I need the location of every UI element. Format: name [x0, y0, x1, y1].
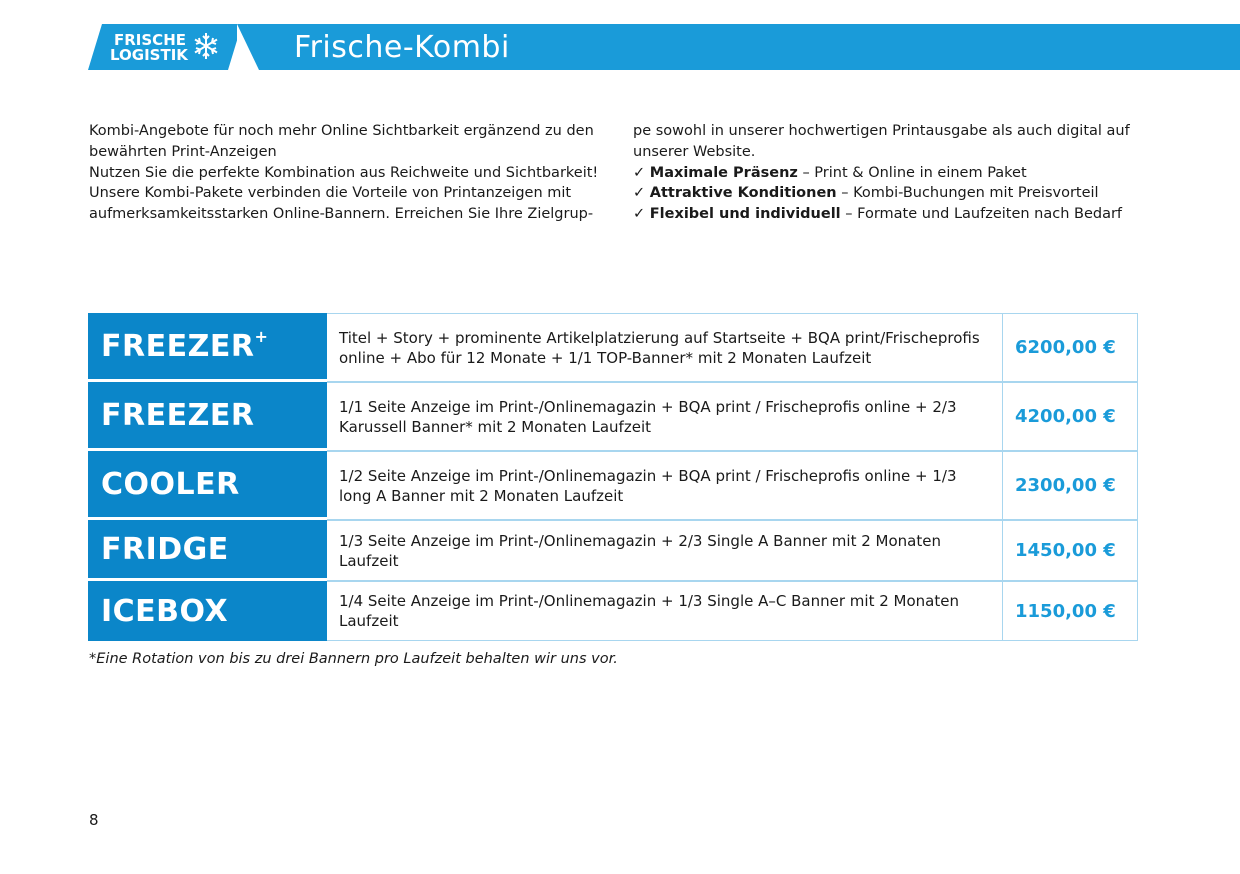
- bullet-text: – Formate und Laufzeiten nach Bedarf: [840, 206, 1123, 223]
- package-description: 1/4 Seite Anzeige im Print-/Onlinemagazin + 1/3 Single A–C Banner mit 2 Monaten Laufzeit: [327, 581, 1003, 641]
- bullet-item: [633, 204, 1153, 225]
- bullet-item: [633, 183, 1153, 204]
- page-number: 8: [89, 811, 99, 829]
- package-price: 4200,00 €: [1003, 382, 1138, 451]
- page-title: Frische-Kombi: [294, 30, 510, 65]
- check-icon: ✓: [633, 185, 646, 202]
- bullet-strong: Maximale Präsenz: [649, 164, 798, 181]
- package-name-text: FREEZER: [101, 397, 255, 433]
- package-description: Titel + Story + prominente Artikelplatzierung auf Startseite + BQA print/Frischeprofis online + Abo für 12 Monate + 1/1 TOP-Banner* mit 2 Monaten Laufzeit: [327, 313, 1003, 382]
- package-price: 1150,00 €: [1003, 581, 1138, 641]
- table-row: [88, 451, 1138, 520]
- package-name-text: ICEBOX: [101, 593, 229, 629]
- check-icon: ✓: [633, 164, 646, 181]
- logo-line2: LOGISTIK: [110, 46, 188, 64]
- bullet-strong: Attraktive Konditionen: [649, 185, 837, 202]
- package-price: 6200,00 €: [1003, 313, 1138, 382]
- check-icon: ✓: [633, 206, 646, 223]
- package-description: 1/3 Seite Anzeige im Print-/Onlinemagazin + 2/3 Single A Banner mit 2 Monaten Laufzeit: [327, 520, 1003, 581]
- package-description: 1/2 Seite Anzeige im Print-/Onlinemagazin + BQA print / Frischeprofis online + 1/3 long A Banner mit 2 Monaten Laufzeit: [327, 451, 1003, 520]
- bullet-strong: Flexibel und individuell: [649, 206, 841, 223]
- package-name: [88, 382, 327, 451]
- intro-column-1: [89, 121, 609, 225]
- package-price: 1450,00 €: [1003, 520, 1138, 581]
- table-row: [88, 520, 1138, 581]
- package-description: 1/1 Seite Anzeige im Print-/Onlinemagazin + BQA print / Frischeprofis online + 2/3 Karussell Banner* mit 2 Monaten Laufzeit: [327, 382, 1003, 451]
- package-price: 2300,00 €: [1003, 451, 1138, 520]
- package-name-text: FRIDGE: [101, 531, 229, 567]
- packages-table: [88, 313, 1138, 641]
- package-name: [88, 581, 327, 641]
- intro-paragraph: Kombi-Angebote für noch mehr Online Sichtbarkeit ergänzend zu den bewährten Print-Anzeigen: [89, 123, 594, 160]
- package-superscript: +: [254, 326, 269, 346]
- intro-paragraph: Nutzen Sie die perfekte Kombination aus Reichweite und Sichtbarkeit! Unsere Kombi-Pakete verbinden die Vorteile von Printanzeigen mit aufmerksamkeitsstarken Online-Bannern. Erreichen Sie Ihre Zielgrup-: [89, 164, 599, 223]
- package-name: [88, 451, 327, 520]
- table-row: [88, 313, 1138, 382]
- logo-line1: FRISCHE: [114, 31, 186, 49]
- frische-logistik-logo: [88, 24, 242, 70]
- bullet-text: – Kombi-Buchungen mit Preisvorteil: [836, 185, 1099, 202]
- bullet-item: [633, 163, 1153, 184]
- bullet-text: – Print & Online in einem Paket: [797, 164, 1027, 181]
- package-name: [88, 313, 327, 382]
- package-name-text: COOLER: [101, 466, 240, 502]
- table-row: [88, 581, 1138, 641]
- table-row: [88, 382, 1138, 451]
- intro-column-2: [633, 121, 1153, 225]
- intro-paragraph: pe sowohl in unserer hochwertigen Printausgabe als auch digital auf unserer Website.: [633, 123, 1130, 160]
- package-name: [88, 520, 327, 581]
- package-name-text: FREEZER: [101, 328, 255, 364]
- footnote: *Eine Rotation von bis zu drei Bannern pro Laufzeit behalten wir uns vor.: [89, 651, 618, 667]
